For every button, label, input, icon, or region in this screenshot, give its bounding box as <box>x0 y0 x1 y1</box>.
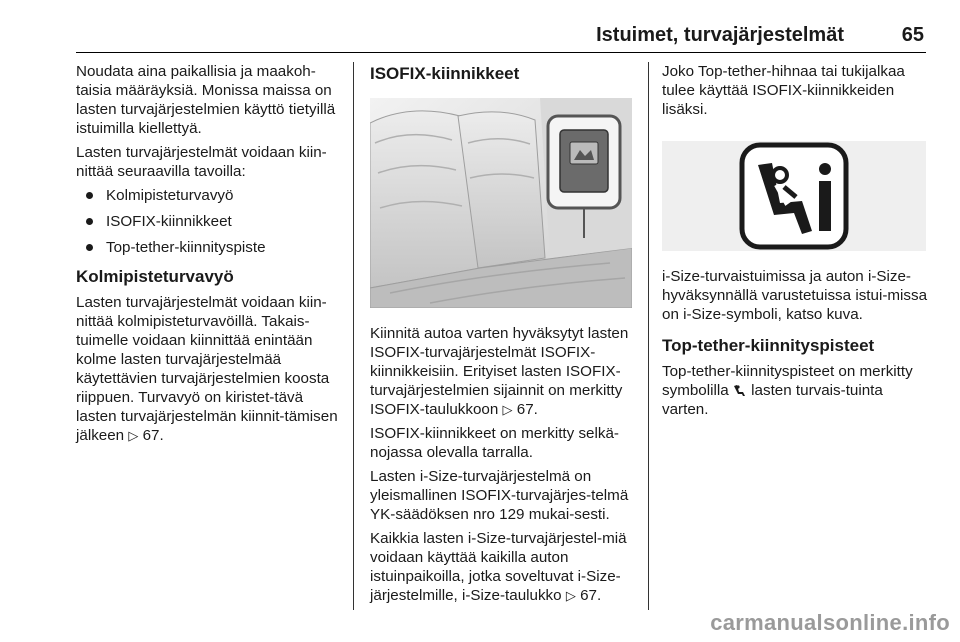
section-heading-isofix: ISOFIX-kiinnikkeet <box>370 64 520 83</box>
paragraph: Kiinnitä autoa varten hyväksytyt lasten ISOFIX-turvajärjestelmät ISOFIX-kiinnikkeisiin. Erityiset lasten ISOFIX-turvajärjestelmien sijainnit on merkitty ISOFIX-taulukkoon ▷ 67. <box>370 325 629 418</box>
page-title: Istuimet, turvajärjestelmät <box>596 24 844 46</box>
paragraph: ISOFIX-kiinnikkeet on merkitty selkä-nojassa olevalla tarralla. <box>370 425 619 461</box>
list-item: ISOFIX-kiinnikkeet <box>76 212 344 231</box>
column-left <box>76 62 344 450</box>
paragraph: i-Size-turvaistuimissa ja auton i-Size-hyväksynnällä varustetuissa istui-missa on i-Size-symboli, katso kuva. <box>662 268 928 323</box>
column-divider <box>648 62 649 610</box>
i-size-symbol-illustration <box>662 141 926 251</box>
page-reference[interactable]: 67. <box>142 427 164 444</box>
paragraph: Lasten turvajärjestelmät voidaan kiin-nittää seuraavilla tavoilla: <box>76 144 327 180</box>
isofix-seat-illustration <box>370 98 632 308</box>
attachment-methods-list <box>76 186 344 257</box>
section-heading-top-tether: Top-tether-kiinnityspisteet <box>662 336 875 355</box>
page-header <box>76 22 926 53</box>
paragraph: Kaikkia lasten i-Size-turvajärjestel-miä voidaan käyttää kaikilla auton istuinpaikoilla, jotka soveltuvat i-Size-järjestelmille, i-Size-taulukko ▷ 67. <box>370 530 627 604</box>
page-number: 65 <box>901 24 924 46</box>
paragraph: Joko Top-tether-hihnaa tai tukijalkaa tulee käyttää ISOFIX-kiinnikkeiden lisäksi. <box>662 63 905 118</box>
i-size-icon <box>662 141 926 251</box>
column-right <box>662 62 930 424</box>
page-reference-icon[interactable]: ▷ <box>128 428 139 443</box>
list-item: Kolmipisteturvavyö <box>76 186 344 205</box>
page-reference-icon[interactable]: ▷ <box>502 402 513 417</box>
child-seat-anchor-icon <box>733 384 747 397</box>
paragraph: Lasten turvajärjestelmät voidaan kiin-nittää kolmipisteturvavöillä. Takais-tuimelle voidaan kiinnittää enintään kolme lasten turvajärjestelmää käytettävien turvajärjestelmien koosta riippuen. Turvavyö on kiristet-tävä lasten turvajärjestelmän kiinnit-tämisen jälkeen ▷ 67. <box>76 294 338 444</box>
paragraph: Top-tether-kiinnityspisteet on merkitty symbolilla lasten turvais-tuinta varten. <box>662 363 913 418</box>
site-watermark: carmanualsonline.info <box>710 610 950 635</box>
section-heading-belt: Kolmipisteturvavyö <box>76 267 234 286</box>
paragraph: Lasten i-Size-turvajärjestelmä on yleismallinen ISOFIX-turvajärjes-telmä YK-säädöksen nro 129 mukai-sesti. <box>370 468 629 523</box>
page-reference[interactable]: 67. <box>580 587 602 604</box>
list-item: Top-tether-kiinnityspiste <box>76 238 344 257</box>
page-reference[interactable]: 67. <box>516 401 538 418</box>
column-divider <box>353 62 354 610</box>
page-reference-icon[interactable]: ▷ <box>565 588 576 603</box>
rear-seat-image <box>370 98 632 308</box>
paragraph: Noudata aina paikallisia ja maakoh-taisia määräyksiä. Monissa maissa on lasten turvajärjestelmien käyttö tietyillä istuimilla kiellettyä. <box>76 63 336 137</box>
column-middle <box>370 62 636 610</box>
